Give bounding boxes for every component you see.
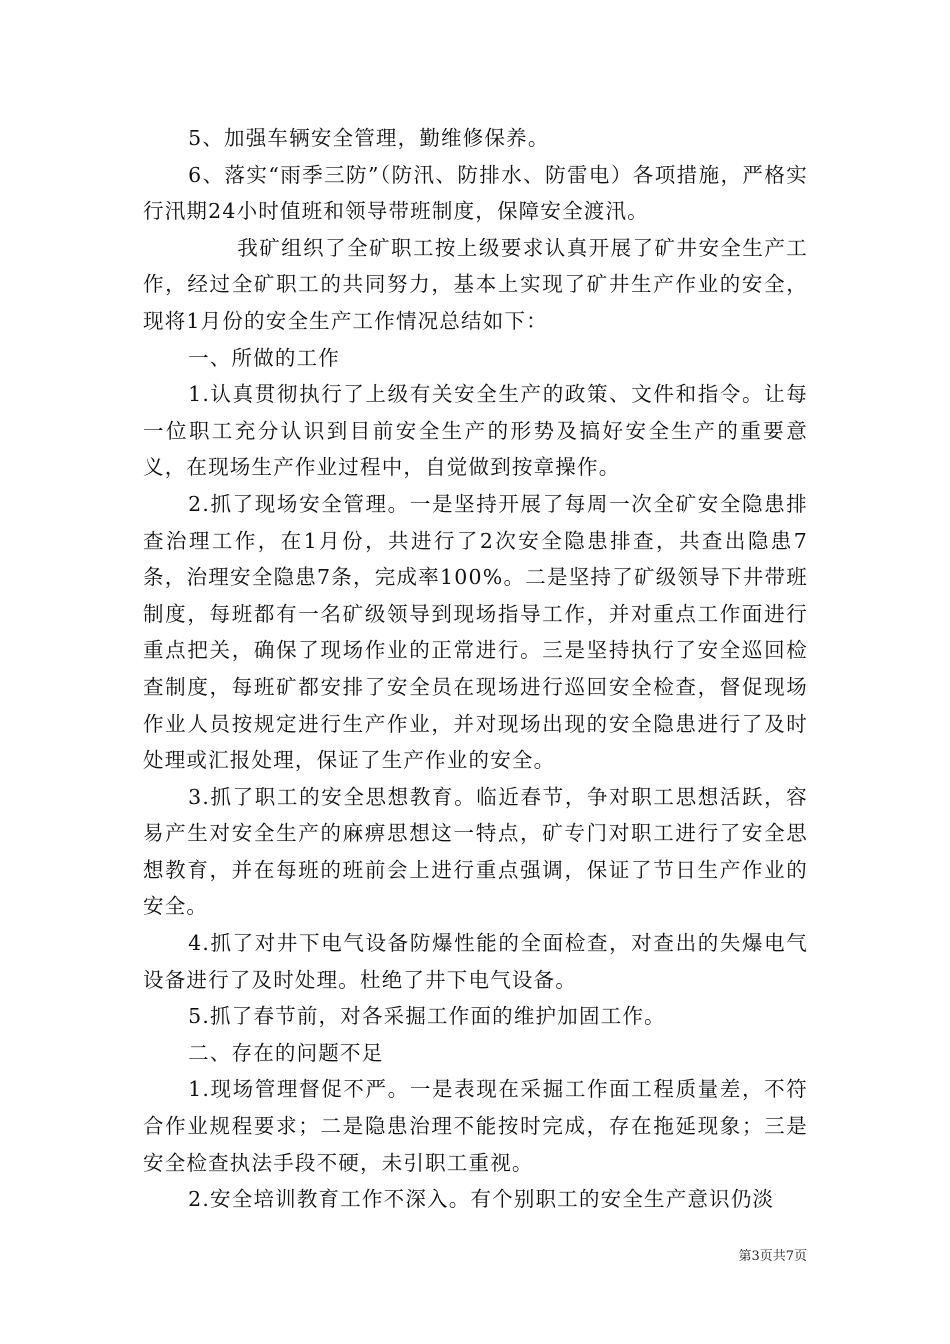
paragraph-problem-item-1: 1.现场管理督促不严。一是表现在采掘工作面工程质量差，不符合作业规程要求；二是隐患治理不能按时完成，存在拖延现象；三是安全检查执法手段不硬，未引职工重视。 <box>143 1077 808 1175</box>
paragraph-problem-item-2: 2.安全培训教育工作不深入。有个别职工的安全生产意识仍淡 <box>188 1187 775 1212</box>
document-body <box>143 120 808 1218</box>
paragraph-work-item-3: 3.抓了职工的安全思想教育。临近春节，争对职工思想活跃，容易产生对安全生产的麻痹思想这一特点，矿专门对职工进行了安全思想教育，并在每班的班前会上进行重点强调，保证了节日生产作业的安全。 <box>143 784 808 919</box>
page-number-footer: 第3页共7页 <box>738 1249 807 1264</box>
section-heading-work-done: 一、所做的工作 <box>188 345 340 370</box>
paragraph-intro-summary: 我矿组织了全矿职工按上级要求认真开展了矿井安全生产工作，经过全矿职工的共同努力，基本上实现了矿井生产作业的安全，现将1月份的安全生产工作情况总结如下： <box>143 235 808 333</box>
paragraph-rainy-season-measures: 6、落实“雨季三防”（防汛、防排水、防雷电）各项措施，严格实行汛期24小时值班和领导带班制度，保障安全渡汛。 <box>143 162 808 224</box>
paragraph-work-item-2: 2.抓了现场安全管理。一是坚持开展了每周一次全矿安全隐患排查治理工作，在1月份，共进行了2次安全隐患排查，共查出隐患7条，治理安全隐患7条，完成率100%。二是坚持了矿级领导下井带班制度，每班都有一名矿级领导到现场指导工作，并对重点工作面进行重点把关，确保了现场作业的正常进行。三是坚持执行了安全巡回检查制度，每班矿都安排了安全员在现场进行巡回安全检查，督促现场作业人员按规定进行生产作业，并对现场出现的安全隐患进行了及时处理或汇报处理，保证了生产作业的安全。 <box>143 491 808 773</box>
section-heading-problems: 二、存在的问题不足 <box>188 1040 384 1065</box>
paragraph-work-item-5: 5.抓了春节前，对各采掘工作面的维护加固工作。 <box>188 1004 666 1029</box>
paragraph-vehicle-safety: 5、加强车辆安全管理，勤维修保养。 <box>188 126 550 150</box>
paragraph-work-item-4: 4.抓了对井下电气设备防爆性能的全面检查，对查出的失爆电气设备进行了及时处理。杜绝了井下电气设备。 <box>143 931 808 992</box>
paragraph-work-item-1: 1.认真贯彻执行了上级有关安全生产的政策、文件和指令。让每一位职工充分认识到目前安全生产的形势及搞好安全生产的重要意义，在现场生产作业过程中，自觉做到按章操作。 <box>143 382 808 480</box>
